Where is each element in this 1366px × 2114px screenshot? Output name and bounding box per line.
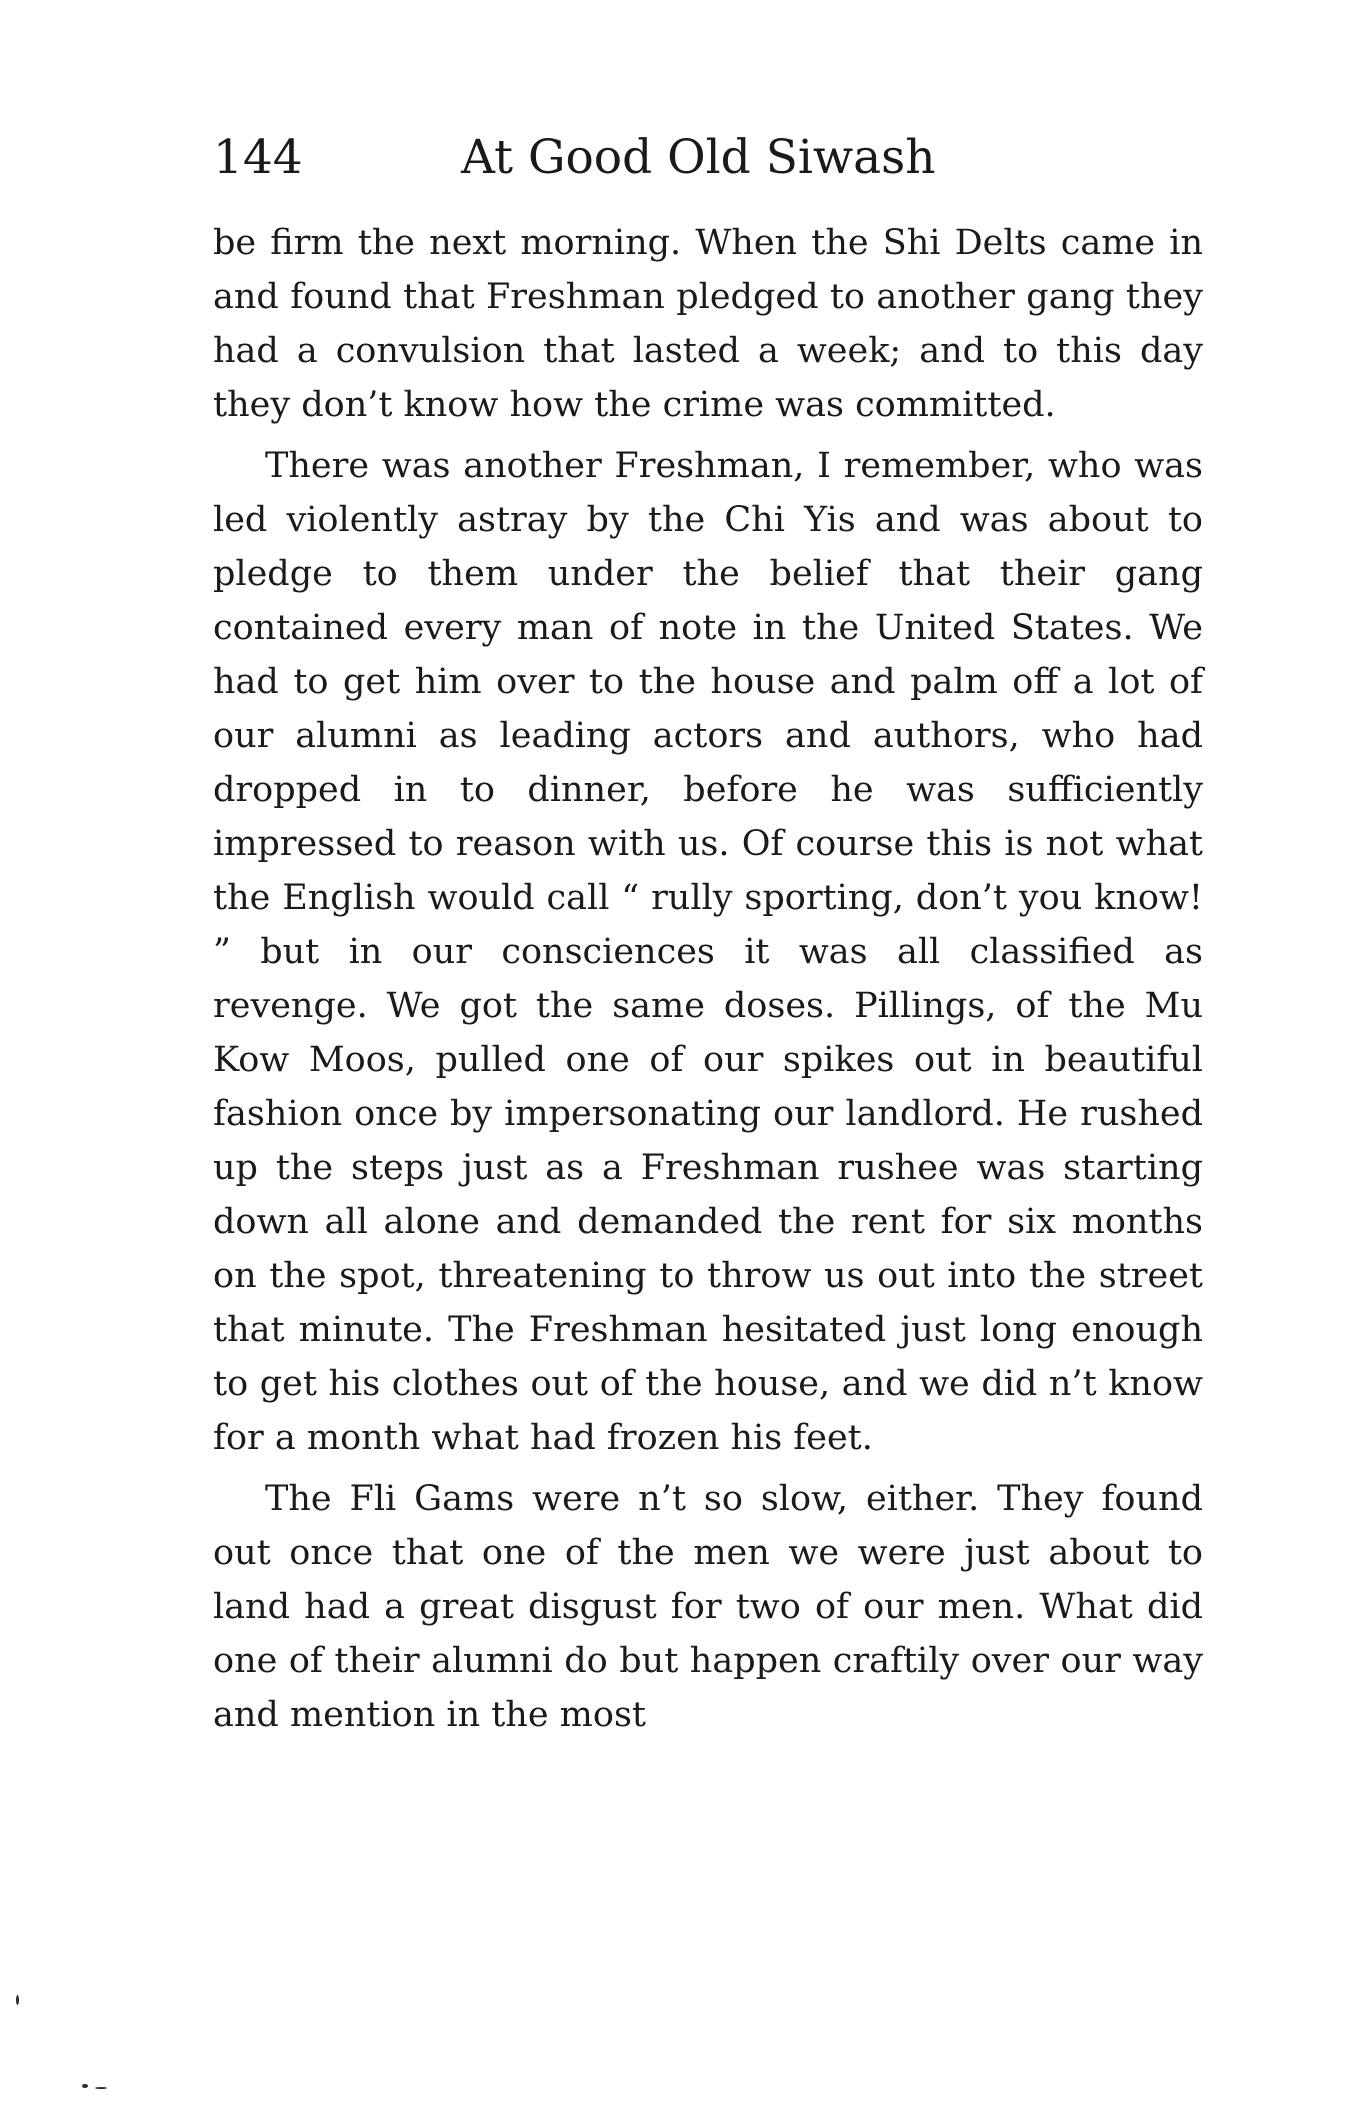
- scan-speck: [16, 1995, 19, 2005]
- running-title: At Good Old Siwash: [461, 130, 936, 185]
- paragraph-2: There was another Freshman, I remember, who was led violently astray by the Chi Yis and was about to pledge to them under the belief that their gang contained every man of note in the United States. We had to get him over to the house and palm off a lot of our alumni as leading actors and authors, who had dropped in to dinner, before he was sufficiently impressed to reason with us. Of course this is not what the English would call “ rully sporting, don’t you know! ” but in our consciences it was all classified as revenge. We got the same doses. Pillings, of the Mu Kow Moos, pulled one of our spikes out in beautiful fashion once by impersonating our landlord. He rushed up the steps just as a Freshman rushee was starting down all alone and demanded the rent for six months on the spot, threatening to throw us out into the street that minute. The Freshman hesitated just long enough to get his clothes out of the house, and we did n’t know for a month what had frozen his feet.: [213, 446, 1203, 1458]
- paragraph-1: be firm the next morning. When the Shi Delts came in and found that Freshman pledged to another gang they had a convulsion that lasted a week; and to this day they don’t know how the crime was committed.: [213, 223, 1203, 425]
- scan-speck: [95, 2087, 107, 2089]
- running-head: [213, 128, 1203, 188]
- paragraph-3: The Fli Gams were n’t so slow, either. They found out once that one of the men we were just about to land had a great disgust for two of our men. What did one of their alumni do but happen craftily over our way and mention in the most: [213, 1479, 1203, 1735]
- scan-speck: [82, 2084, 88, 2088]
- body-text: [213, 216, 1203, 1742]
- page-number: 144: [213, 130, 303, 185]
